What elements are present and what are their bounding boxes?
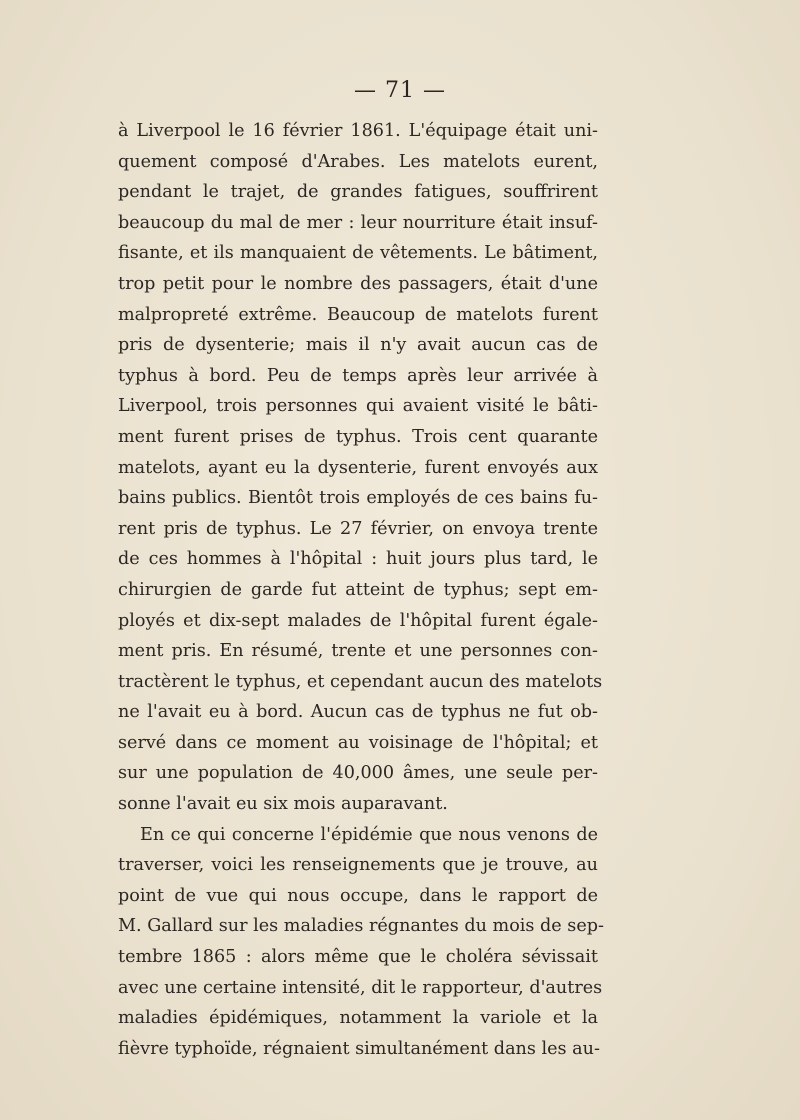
text-line: de ces hommes à l'hôpital : huit jours plus tard, le — [118, 549, 598, 570]
text-line: bains publics. Bientôt trois employés de ces bains fu- — [118, 488, 598, 509]
text-line: sur une population de 40,000 âmes, une seule per- — [118, 763, 598, 784]
text-line: ment pris. En résumé, trente et une personnes con- — [118, 641, 598, 662]
text-line: beaucoup du mal de mer : leur nourriture était insuf- — [118, 212, 598, 233]
text-line: chirurgien de garde fut atteint de typhus; sept em- — [118, 579, 598, 600]
text-line: traverser, voici les renseignements que je trouve, au — [118, 855, 598, 876]
text-line: ployés et dix-sept malades de l'hôpital furent égale- — [118, 610, 598, 631]
text-line: ne l'avait eu à bord. Aucun cas de typhus ne fut ob- — [118, 702, 598, 723]
page-number: — 71 — — [354, 78, 446, 103]
text-line: matelots, ayant eu la dysenterie, furent envoyés aux — [118, 457, 598, 478]
text-line: typhus à bord. Peu de temps après leur arrivée à — [118, 365, 598, 386]
text-line: rent pris de typhus. Le 27 février, on envoya trente — [118, 518, 598, 539]
text-line: pris de dysenterie; mais il n'y avait aucun cas de — [118, 335, 598, 356]
text-line: fisante, et ils manquaient de vêtements. Le bâtiment, — [118, 243, 598, 264]
text-line: ment furent prises de typhus. Trois cent quarante — [118, 426, 598, 447]
text-line: point de vue qui nous occupe, dans le rapport de — [118, 885, 598, 906]
body-text — [118, 116, 604, 1064]
text-line: avec une certaine intensité, dit le rapporteur, d'autres — [118, 977, 603, 998]
text-line: servé dans ce moment au voisinage de l'hôpital; et — [118, 732, 598, 753]
text-line: quement composé d'Arabes. Les matelots eurent, — [118, 151, 598, 172]
text-line: maladies épidémiques, notamment la variole et la — [118, 1008, 598, 1029]
text-line: trop petit pour le nombre des passagers, était d'une — [118, 273, 598, 294]
text-line: fièvre typhoïde, régnaient simultanément dans les au- — [118, 1038, 600, 1059]
text-line: tembre 1865 : alors même que le choléra sévissait — [118, 947, 598, 968]
text-line: à Liverpool le 16 février 1861. L'équipage était uni- — [118, 121, 598, 141]
text-line: tractèrent le typhus, et cependant aucun des matelots — [118, 671, 603, 692]
text-line: malpropreté extrême. Beaucoup de matelots furent — [118, 304, 598, 325]
text-line: En ce qui concerne l'épidémie que nous venons de — [140, 824, 598, 845]
text-line: pendant le trajet, de grandes fatigues, souffrirent — [118, 182, 598, 203]
text-line: sonne l'avait eu six mois auparavant. — [118, 794, 448, 815]
text-line: Liverpool, trois personnes qui avaient visité le bâti- — [118, 396, 598, 417]
text-line: M. Gallard sur les maladies régnantes du mois de sep- — [118, 916, 604, 937]
